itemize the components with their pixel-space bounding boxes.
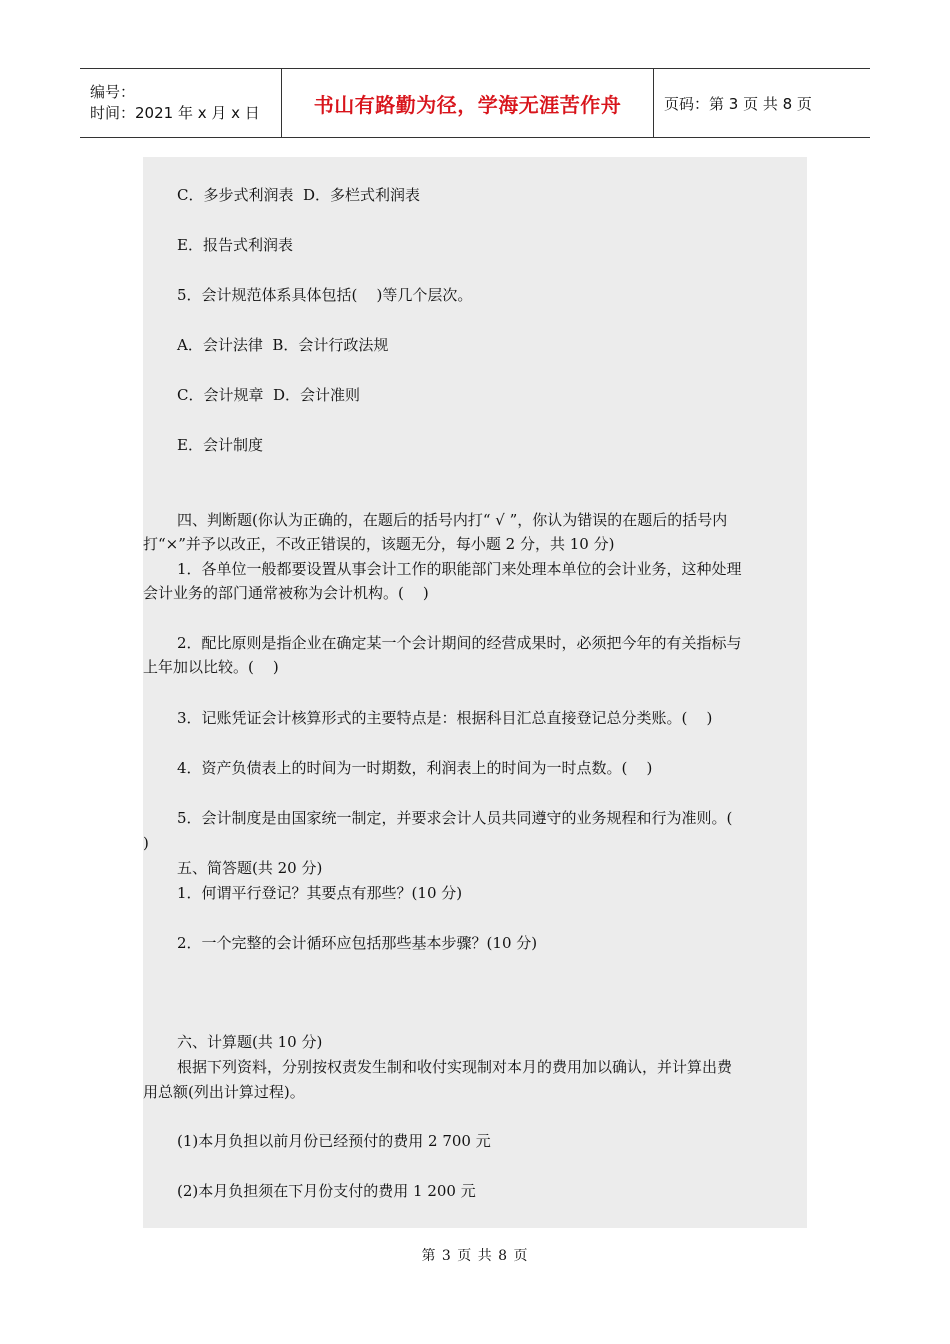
item-line: (2)本月负担须在下月份支付的费用 1 200 元 (177, 1182, 476, 1200)
document-date: 时间：2021 年 x 月 x 日 (90, 104, 260, 122)
document-number-label: 编号： (90, 83, 136, 101)
document-body (143, 157, 807, 1228)
question-line: 1．各单位一般都要设置从事会计工作的职能部门来处理本单位的会计业务，这种处理 (177, 560, 742, 578)
question-line-cont: ) (143, 834, 149, 852)
section-title-cont: 打“×”并予以改正，不改正错误的，该题无分，每小题 2 分，共 10 分) (143, 535, 615, 553)
option-line: A．会计法律 B．会计行政法规 (177, 336, 389, 354)
question-line: 2．配比原则是指企业在确定某一个会计期间的经营成果时，必须把今年的有关指标与 (177, 634, 742, 652)
option-line: E．会计制度 (177, 436, 263, 454)
section-title: 四、判断题(你认为正确的，在题后的括号内打“ √ ”，你认为错误的在题后的括号内 (177, 511, 728, 529)
header-meta (80, 69, 281, 137)
option-line: E．报告式利润表 (177, 236, 293, 254)
question-line: 3．记账凭证会计核算形式的主要特点是：根据科目汇总直接登记总分类账。( ) (177, 709, 713, 727)
question-line: 根据下列资料，分别按权责发生制和收付实现制对本月的费用加以确认，并计算出费 (177, 1058, 733, 1076)
header-motto: 书山有路勤为径，学海无涯苦作舟 (313, 92, 622, 117)
option-line: C．会计规章 D．会计准则 (177, 386, 361, 404)
page-footer: 第 3 页 共 8 页 (421, 1248, 529, 1264)
section-title: 六、计算题(共 10 分) (177, 1033, 323, 1051)
question-line: 1．何谓平行登记？其要点有那些？(10 分) (177, 884, 463, 902)
question-line-cont: 会计业务的部门通常被称为会计机构。( ) (143, 584, 429, 602)
question-line: 5．会计制度是由国家统一制定，并要求会计人员共同遵守的业务规程和行为准则。( (177, 809, 733, 827)
question-line: 2．一个完整的会计循环应包括那些基本步骤？(10 分) (177, 934, 538, 952)
section-title: 五、简答题(共 20 分) (177, 859, 323, 877)
option-line: C．多步式利润表 D．多栏式利润表 (177, 186, 421, 204)
question-line-cont: 上年加以比较。( ) (143, 658, 279, 676)
page-header (80, 68, 870, 138)
question-line: 4．资产负债表上的时间为一时期数，利润表上的时间为一时点数。( ) (177, 759, 653, 777)
item-line: (1)本月负担以前月份已经预付的费用 2 700 元 (177, 1132, 491, 1150)
header-page-info: 页码：第 3 页 共 8 页 (664, 94, 812, 113)
question-line-cont: 用总额(列出计算过程)。 (143, 1083, 305, 1101)
question-line: 5．会计规范体系具体包括( )等几个层次。 (177, 286, 473, 304)
header-motto-cell (281, 69, 654, 137)
